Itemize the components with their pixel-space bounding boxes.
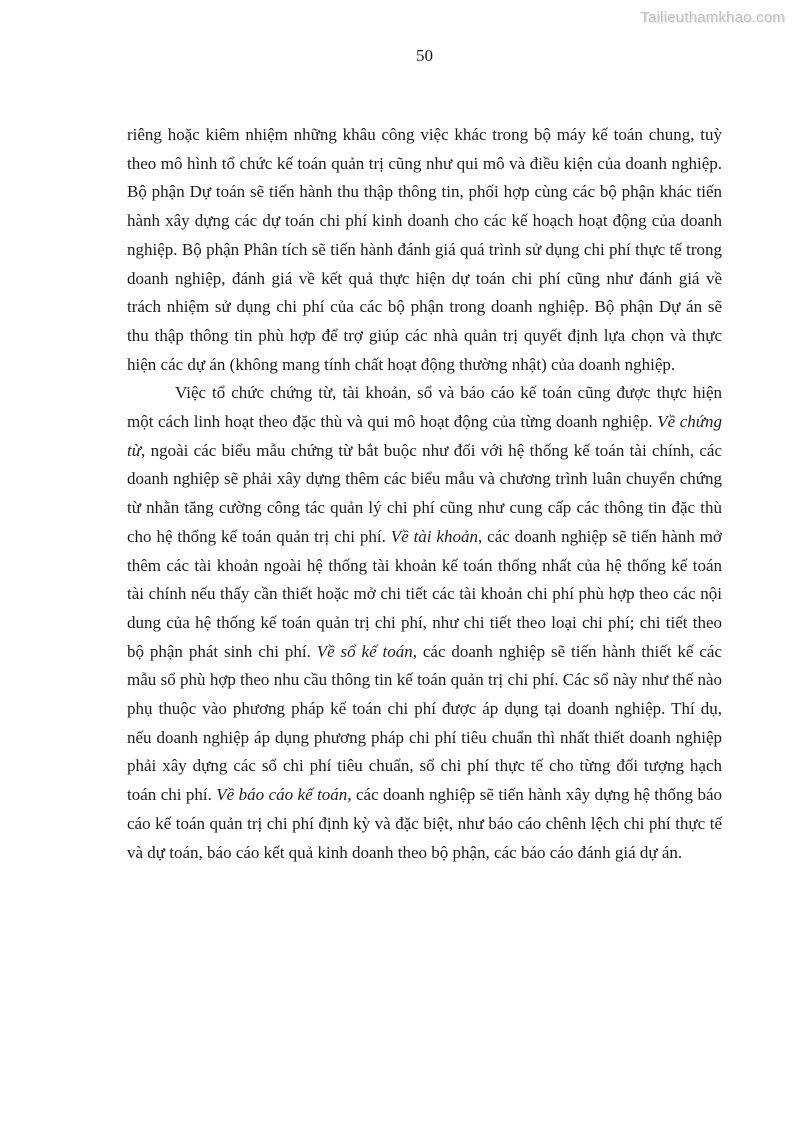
watermark-text: Tailieuthamkhao.com [640,9,785,26]
paragraph-2 [127,379,722,867]
paragraph-1: riêng hoặc kiêm nhiệm những khâu công việc khác trong bộ máy kế toán chung, tuỳ theo mô hình tổ chức kế toán quản trị cũng như qui mô và điều kiện của doanh nghiệp. Bộ phận Dự toán sẽ tiến hành thu thập thông tin, phối hợp cùng các bộ phận khác tiến hành xây dựng các dự toán chi phí kinh doanh cho các kế hoạch hoạt động của doanh nghiệp. Bộ phận Phân tích sẽ tiến hành đánh giá quá trình sử dụng chi phí thực tế trong doanh nghiệp, đánh giá về kết quả thực hiện dự toán chi phí cũng như đánh giá về trách nhiệm sử dụng chi phí của các bộ phận trong doanh nghiệp. Bộ phận Dự án sẽ thu thập thông tin phù hợp để trợ giúp các nhà quản trị quyết định lựa chọn và thực hiện các dự án (không mang tính chất hoạt động thường nhật) của doanh nghiệp. [127,125,722,374]
page-number: 50 [416,46,433,65]
italic-phrase: Về sổ kế toán [316,641,413,661]
italic-phrase: Về chứng từ [127,412,723,460]
text-run: , các doanh nghiệp sẽ tiến hành mở thêm các tài khoản ngoài hệ thống tài khoản kế toán thống nhất của hệ thống kế toán tài chính nếu thấy cần thiết hoặc mở chi tiết các tài khoản chi phí phù hợp theo các nội dung của hệ thống kế toán quản trị chi phí, như chi tiết theo loại chi phí; chi tiết theo bộ phận phát sinh chi phí. [127,526,722,661]
text-run: Việc tổ chức chứng từ, tài khoản, sổ và báo cáo kế toán cũng được thực hiện một cách linh hoạt theo đặc thù và qui mô hoạt động của từng doanh nghiệp. [127,383,722,432]
document-body [127,121,722,867]
text-run: , các doanh nghiệp sẽ tiến hành xây dựng hệ thống báo cáo kế toán quản trị chi phí định kỳ và đặc biệt, như báo cáo chênh lệch chi phí thực tế và dự toán, báo cáo kết quả kinh doanh theo bộ phận, các báo cáo đánh giá dự án. [127,785,722,862]
italic-phrase: Về báo cáo kế toán [216,785,348,805]
text-run: , ngoài các biểu mẫu chứng từ bắt buộc như đối với hệ thống kế toán tài chính, các doanh nghiệp sẽ phải xây dựng thêm các biểu mẫu và chương trình luân chuyển chứng từ nhằn tăng cường công tác quản lý chi phí cũng như cung cấp các thông tin đặc thù cho hệ thống kế toán quản trị chi phí. [127,440,722,546]
text-run: , các doanh nghiệp sẽ tiến hành thiết kế các mẫu sổ phù hợp theo nhu cầu thông tin kế toán quản trị chi phí. Các sổ này như thế nào phụ thuộc vào phương pháp kế toán chi phí được áp dụng tại doanh nghiệp. Thí dụ, nếu doanh nghiệp áp dụng phương pháp chi phí tiêu chuẩn thì nhất thiết doanh nghiệp phải xây dựng các sổ chi phí tiêu chuẩn, sổ chi phí thực tế cho từng đối tượng hạch toán chi phí. [127,641,722,805]
italic-phrase: Về tài khoản [390,526,478,546]
